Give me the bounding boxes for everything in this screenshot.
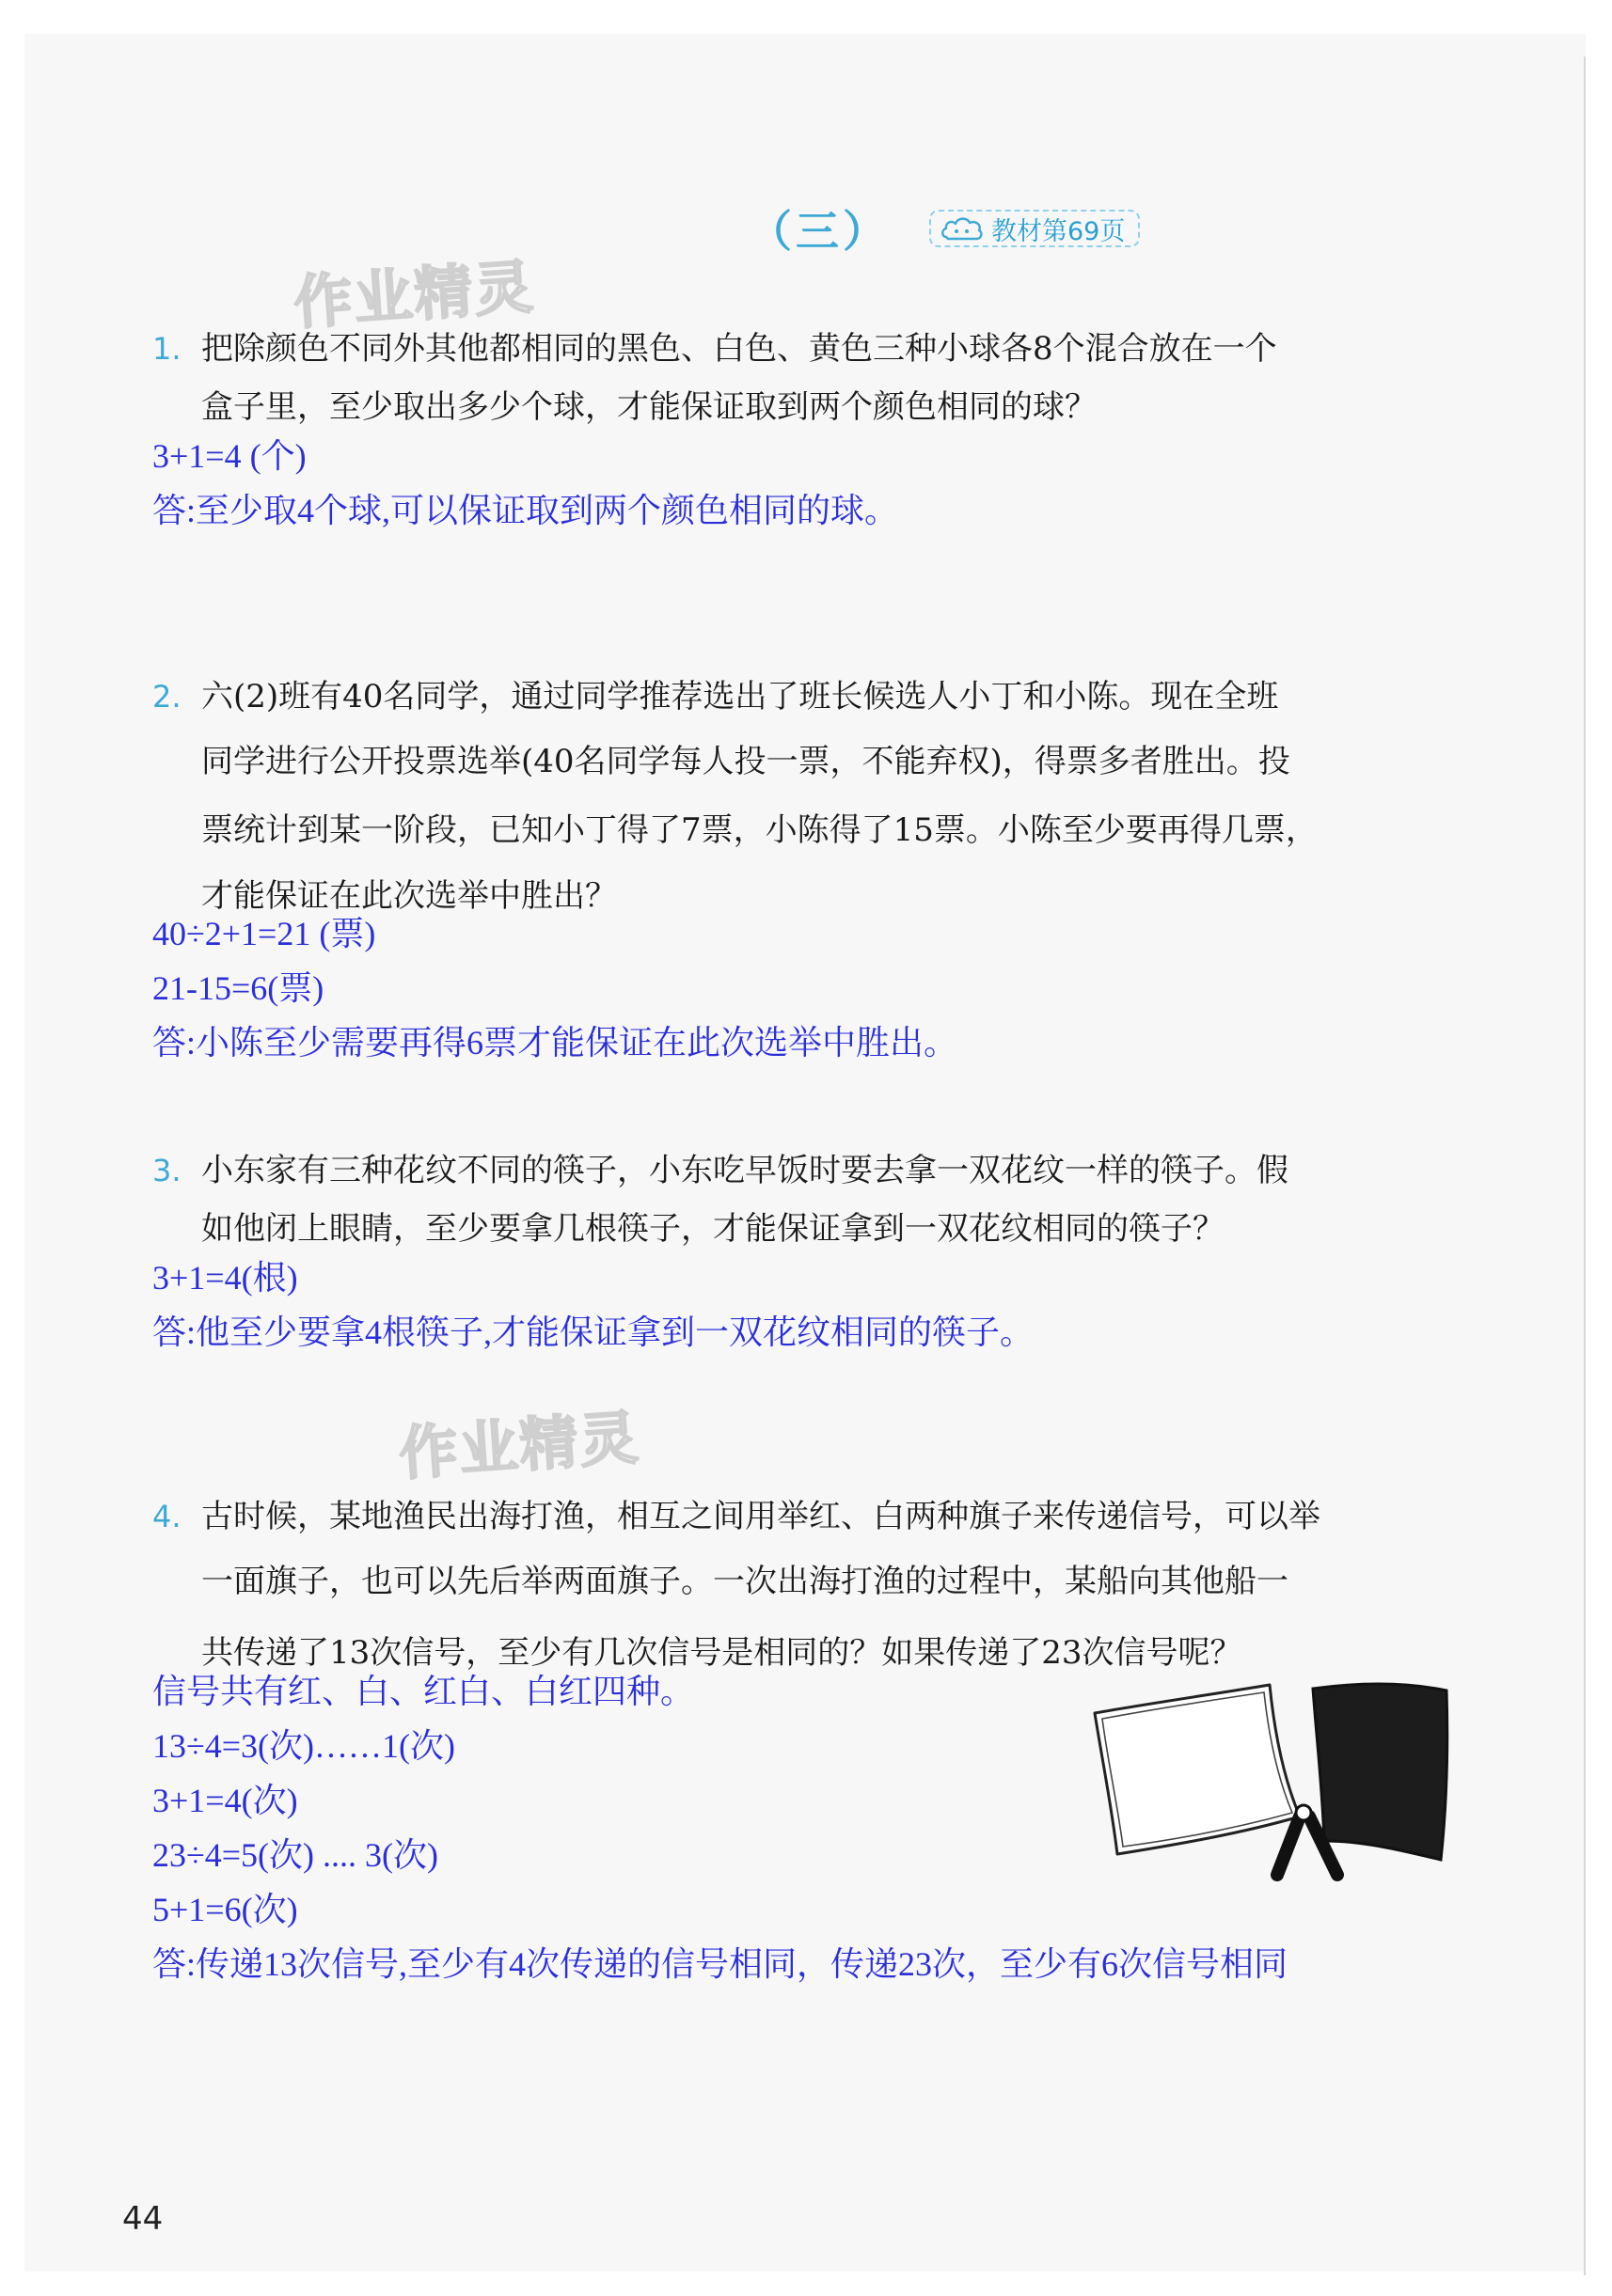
section-header [749, 197, 1140, 259]
question-4 [152, 1487, 1478, 1689]
question-text-line: 小东家有三种花纹不同的筷子，小东吃早饭时要去拿一双花纹一样的筷子。假 [201, 1152, 1288, 1189]
question-text-line: 如他闭上眼睛，至少要拿几根筷子，才能保证拿到一双花纹相同的筷子？ [201, 1210, 1225, 1248]
page-number: 44 [122, 2200, 164, 2238]
question-text-line: 同学进行公开投票选举(40名同学每人投一票，不能弃权)，得票多者胜出。投 [201, 743, 1290, 780]
question-number: 2. [152, 679, 182, 715]
section-title: （三） [749, 206, 890, 257]
question-text-line: 票统计到某一阶段，已知小丁得了7票，小陈得了15票。小陈至少要再得几票， [201, 811, 1318, 849]
question-1 [152, 320, 1478, 436]
handwritten-answer-line: 信号共有红、白、红白、白红四种。 [152, 1673, 695, 1710]
answer-2 [152, 906, 1478, 1070]
question-text-line: 六(2)班有40名同学，通过同学推荐选出了班长候选人小丁和小陈。现在全班 [201, 678, 1279, 716]
handwritten-answer-line: 5+1=6(次) [152, 1891, 298, 1928]
book-cloud-icon [940, 212, 984, 244]
question-3 [152, 1141, 1478, 1258]
watermark: 作业精灵 [292, 252, 537, 338]
question-text-line: 把除颜色不同外其他都相同的黑色、白色、黄色三种小球各8个混合放在一个 [201, 330, 1277, 368]
question-number: 3. [152, 1153, 182, 1188]
answer-3 [152, 1250, 1478, 1360]
question-number: 1. [152, 331, 182, 367]
textbook-reference-badge [929, 210, 1140, 247]
textbook-reference-label: 教材第69页 [991, 216, 1126, 246]
page-edge-shadow [1584, 56, 1586, 2275]
handwritten-answer-line: 答:他至少要拿4根筷子,才能保证拿到一双花纹相同的筷子。 [152, 1313, 1035, 1351]
flags-illustration [1091, 1675, 1458, 1882]
question-2 [152, 668, 1478, 929]
handwritten-answer-line: 答:传递13次信号,至少有4次传递的信号相同，传递23次，至少有6次信号相同 [152, 1945, 1288, 1983]
handwritten-answer-line: 13÷4=3(次)……1(次) [152, 1727, 456, 1765]
handwritten-answer-line: 答:至少取4个球,可以保证取到两个颜色相同的球。 [152, 492, 899, 529]
question-text-line: 才能保证在此次选举中胜出？ [201, 877, 617, 915]
question-text-line: 一面旗子，也可以先后举两面旗子。一次出海打渔的过程中，某船向其他船一 [201, 1563, 1288, 1600]
handwritten-answer-line: 3+1=4 (个) [152, 437, 307, 475]
handwritten-answer-line: 3+1=4(次) [152, 1782, 298, 1819]
question-text-line: 古时候，某地渔民出海打渔，相互之间用举红、白两种旗子来传递信号，可以举 [201, 1498, 1320, 1535]
answer-1 [152, 429, 1478, 538]
question-text-line: 盒子里，至少取出多少个球，才能保证取到两个颜色相同的球？ [201, 388, 1097, 426]
question-number: 4. [152, 1499, 182, 1534]
handwritten-answer-line: 23÷4=5(次) .... 3(次) [152, 1836, 439, 1874]
handwritten-answer-line: 3+1=4(根) [152, 1259, 298, 1297]
handwritten-answer-line: 答:小陈至少需要再得6票才能保证在此次选举中胜出。 [152, 1024, 958, 1062]
question-text-line: 共传递了13次信号，至少有几次信号是相同的？如果传递了23次信号呢？ [201, 1634, 1242, 1672]
handwritten-answer-line: 21-15=6(票) [152, 969, 324, 1007]
watermark: 作业精灵 [397, 1403, 642, 1488]
handwritten-answer-line: 40÷2+1=21 (票) [152, 915, 376, 952]
